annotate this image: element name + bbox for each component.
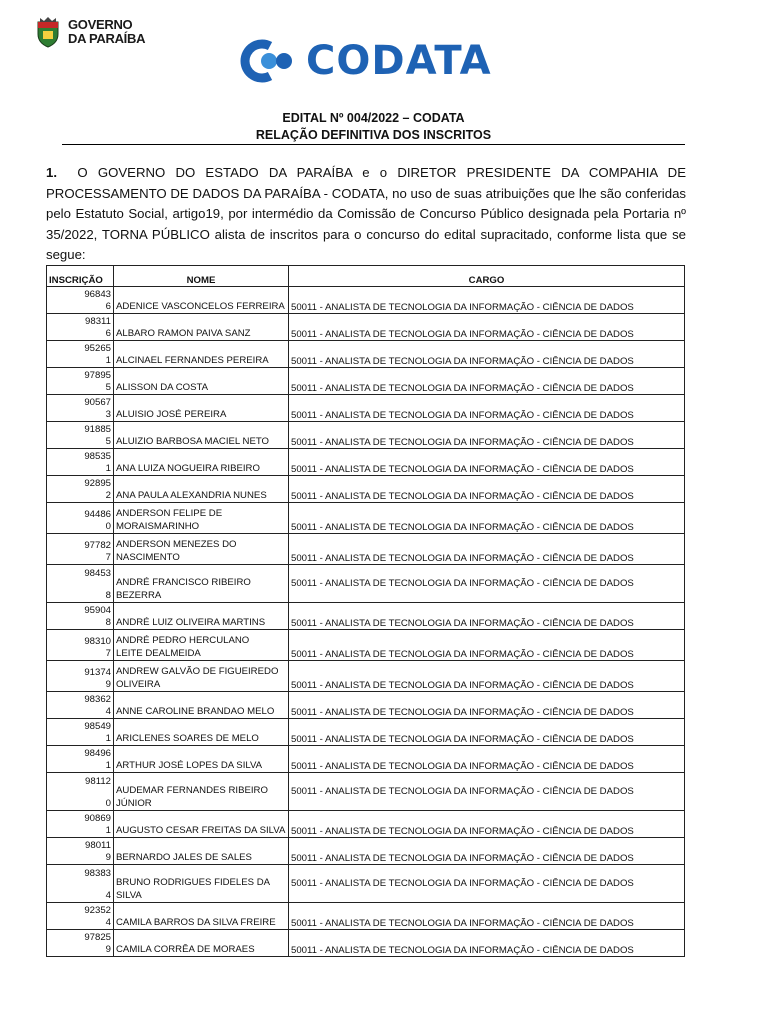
inscricao-part2: 1 — [105, 733, 111, 744]
cell-cargo: 50011 - ANALISTA DE TECNOLOGIA DA INFORMAÇÃO - CIÊNCIA DE DADOS — [289, 503, 685, 534]
nome-line2: ALUIZIO BARBOSA MACIEL NETO — [116, 435, 270, 447]
cell-cargo: 50011 - ANALISTA DE TECNOLOGIA DA INFORMAÇÃO - CIÊNCIA DE DADOS — [289, 746, 685, 773]
inscricao-part1: 98549 — [84, 721, 111, 732]
cell-nome — [114, 865, 289, 903]
nome-line1: ANDERSON MENEZES DO — [116, 539, 237, 550]
nome-line2: ANA LUIZA NOGUEIRA RIBEIRO — [116, 462, 260, 474]
table-row — [47, 719, 685, 746]
header-nome: NOME — [114, 266, 289, 287]
nome-line2: ALUISIO JOSÉ PEREIRA — [116, 408, 227, 420]
inscricao-part1: 98362 — [84, 694, 111, 705]
inscricao-part1: 90869 — [84, 813, 111, 824]
inscritos-table — [46, 265, 685, 957]
inscricao-part2: 4 — [105, 706, 111, 717]
cell-inscricao — [47, 630, 114, 661]
header-cargo: CARGO — [289, 266, 685, 287]
inscricao-part1: 98496 — [84, 748, 111, 759]
cell-nome — [114, 368, 289, 395]
table-row — [47, 341, 685, 368]
cell-inscricao — [47, 773, 114, 811]
cell-cargo: 50011 - ANALISTA DE TECNOLOGIA DA INFORMAÇÃO - CIÊNCIA DE DADOS — [289, 630, 685, 661]
cell-nome — [114, 287, 289, 314]
inscricao-part1: 92895 — [84, 478, 111, 489]
nome-line2: CAMILA CORRÊA DE MORAES — [116, 943, 255, 955]
inscricao-part2: 7 — [105, 552, 111, 563]
inscricao-part2: 0 — [105, 521, 111, 532]
cell-inscricao — [47, 503, 114, 534]
nome-line2: BERNARDO JALES DE SALES — [116, 851, 252, 863]
nome-line2: ANA PAULA ALEXANDRIA NUNES — [116, 489, 267, 501]
nome-line2: ALCINAEL FERNANDES PEREIRA — [116, 354, 269, 366]
inscricao-part1: 97895 — [84, 370, 111, 381]
inscricao-part2: 8 — [105, 590, 111, 601]
nome-line2: NASCIMENTO — [116, 551, 180, 563]
codata-wordmark: CODATA — [306, 38, 492, 84]
cell-cargo: 50011 - ANALISTA DE TECNOLOGIA DA INFORMAÇÃO - CIÊNCIA DE DADOS — [289, 903, 685, 930]
cell-inscricao — [47, 395, 114, 422]
cell-nome — [114, 811, 289, 838]
intro-number: 1. — [46, 165, 57, 180]
cell-inscricao — [47, 692, 114, 719]
nome-line2: ADENICE VASCONCELOS FERREIRA — [116, 300, 285, 312]
cell-inscricao — [47, 903, 114, 930]
cell-cargo: 50011 - ANALISTA DE TECNOLOGIA DA INFORMAÇÃO - CIÊNCIA DE DADOS — [289, 603, 685, 630]
inscricao-part2: 6 — [105, 328, 111, 339]
intro-paragraph — [46, 163, 686, 266]
inscricao-part1: 97825 — [84, 932, 111, 943]
table-row — [47, 930, 685, 957]
cell-inscricao — [47, 603, 114, 630]
inscricao-part1: 98535 — [84, 451, 111, 462]
cell-nome — [114, 692, 289, 719]
nome-line1: ANDERSON FELIPE DE — [116, 508, 223, 519]
gov-line2: DA PARAÍBA — [68, 31, 146, 46]
table-header-row — [47, 266, 685, 287]
inscricao-part1: 95265 — [84, 343, 111, 354]
nome-line2: SILVA — [116, 889, 142, 901]
cell-cargo: 50011 - ANALISTA DE TECNOLOGIA DA INFORMAÇÃO - CIÊNCIA DE DADOS — [289, 565, 685, 603]
inscricao-part2: 1 — [105, 463, 111, 474]
cell-cargo: 50011 - ANALISTA DE TECNOLOGIA DA INFORMAÇÃO - CIÊNCIA DE DADOS — [289, 719, 685, 746]
cell-cargo: 50011 - ANALISTA DE TECNOLOGIA DA INFORMAÇÃO - CIÊNCIA DE DADOS — [289, 368, 685, 395]
header-inscricao: INSCRIÇÃO — [47, 266, 114, 287]
cell-inscricao — [47, 341, 114, 368]
gov-line1: GOVERNO — [68, 17, 133, 32]
table-row — [47, 746, 685, 773]
cell-nome — [114, 773, 289, 811]
cell-cargo: 50011 - ANALISTA DE TECNOLOGIA DA INFORMAÇÃO - CIÊNCIA DE DADOS — [289, 811, 685, 838]
cell-cargo: 50011 - ANALISTA DE TECNOLOGIA DA INFORMAÇÃO - CIÊNCIA DE DADOS — [289, 865, 685, 903]
cell-nome — [114, 630, 289, 661]
inscricao-part1: 95904 — [84, 605, 111, 616]
paraiba-crest-icon — [34, 16, 62, 48]
inscricao-part2: 8 — [105, 617, 111, 628]
inscricao-part1: 90567 — [84, 397, 111, 408]
inscricao-part1: 98011 — [85, 840, 111, 851]
cell-inscricao — [47, 422, 114, 449]
cell-inscricao — [47, 476, 114, 503]
table-row — [47, 692, 685, 719]
inscricao-part2: 9 — [105, 944, 111, 955]
table-row — [47, 314, 685, 341]
inscricao-part2: 1 — [105, 825, 111, 836]
table-row — [47, 422, 685, 449]
cell-inscricao — [47, 930, 114, 957]
table-row — [47, 903, 685, 930]
inscricao-part1: 94486 — [84, 509, 111, 520]
nome-line2: CAMILA BARROS DA SILVA FREIRE — [116, 916, 276, 928]
cell-inscricao — [47, 719, 114, 746]
table-row — [47, 630, 685, 661]
cell-nome — [114, 930, 289, 957]
cell-cargo: 50011 - ANALISTA DE TECNOLOGIA DA INFORMAÇÃO - CIÊNCIA DE DADOS — [289, 314, 685, 341]
inscricao-part1: 96843 — [84, 289, 111, 300]
inscricao-part1: 92352 — [84, 905, 111, 916]
cell-cargo: 50011 - ANALISTA DE TECNOLOGIA DA INFORMAÇÃO - CIÊNCIA DE DADOS — [289, 692, 685, 719]
cell-cargo: 50011 - ANALISTA DE TECNOLOGIA DA INFORMAÇÃO - CIÊNCIA DE DADOS — [289, 838, 685, 865]
cell-inscricao — [47, 534, 114, 565]
codata-logo — [236, 38, 492, 84]
inscricao-part1: 91885 — [84, 424, 111, 435]
cell-nome — [114, 838, 289, 865]
table-row — [47, 603, 685, 630]
nome-line2: OLIVEIRA — [116, 678, 161, 690]
table-row — [47, 865, 685, 903]
cell-cargo: 50011 - ANALISTA DE TECNOLOGIA DA INFORMAÇÃO - CIÊNCIA DE DADOS — [289, 476, 685, 503]
table-row — [47, 811, 685, 838]
table-row — [47, 565, 685, 603]
inscricao-part2: 6 — [105, 301, 111, 312]
cell-inscricao — [47, 865, 114, 903]
inscricao-part2: 4 — [105, 917, 111, 928]
inscricao-part2: 5 — [105, 382, 111, 393]
intro-text: O GOVERNO DO ESTADO DA PARAÍBA e o DIRETOR PRESIDENTE DA COMPAHIA DE PROCESSAMENTO DE DADOS DA PARAÍBA - CODATA, no uso de suas atribuições que lhe são conferidas pelo Estatuto Social, artigo19, por intermédio da Comissão de Concurso Público designada pela Portaria nº 35/2022, TORNA PÚBLICO alista de inscritos para o concurso do edital supracitado, conforme lista que se segue: — [46, 165, 687, 262]
cell-cargo: 50011 - ANALISTA DE TECNOLOGIA DA INFORMAÇÃO - CIÊNCIA DE DADOS — [289, 773, 685, 811]
codata-mark-icon — [236, 38, 302, 84]
inscricao-part2: 1 — [105, 760, 111, 771]
cell-cargo: 50011 - ANALISTA DE TECNOLOGIA DA INFORMAÇÃO - CIÊNCIA DE DADOS — [289, 661, 685, 692]
nome-line2: BEZERRA — [116, 589, 162, 601]
table-row — [47, 395, 685, 422]
inscricao-part2: 1 — [105, 355, 111, 366]
cell-inscricao — [47, 746, 114, 773]
governo-paraiba-logo — [34, 16, 145, 48]
cell-nome — [114, 661, 289, 692]
governo-paraiba-wordmark — [68, 18, 145, 46]
inscricao-part2: 0 — [105, 798, 111, 809]
inscricao-part2: 5 — [105, 436, 111, 447]
inscricao-part1: 97782 — [84, 540, 111, 551]
nome-line1: ANDREW GALVÃO DE FIGUEIREDO — [116, 666, 279, 677]
nome-line2: LEITE DEALMEIDA — [116, 647, 201, 659]
nome-line2: ANDRÉ LUIZ OLIVEIRA MARTINS — [116, 616, 266, 628]
table-row — [47, 503, 685, 534]
cell-nome — [114, 314, 289, 341]
nome-line1: ANDRÉ FRANCISCO RIBEIRO — [116, 577, 251, 588]
table-row — [47, 368, 685, 395]
inscricao-part2: 9 — [105, 852, 111, 863]
cell-nome — [114, 903, 289, 930]
title-divider — [62, 144, 685, 145]
inscricao-part2: 4 — [105, 890, 111, 901]
inscricao-part1: 98383 — [84, 868, 111, 879]
edital-subtitle: RELAÇÃO DEFINITIVA DOS INSCRITOS — [255, 128, 492, 142]
table-row — [47, 449, 685, 476]
nome-line2: JÚNIOR — [116, 797, 152, 809]
nome-line2: ARTHUR JOSÉ LOPES DA SILVA — [116, 759, 263, 771]
table-row — [47, 534, 685, 565]
inscricao-part2: 3 — [105, 409, 111, 420]
cell-cargo: 50011 - ANALISTA DE TECNOLOGIA DA INFORMAÇÃO - CIÊNCIA DE DADOS — [289, 422, 685, 449]
cell-nome — [114, 395, 289, 422]
cell-nome — [114, 746, 289, 773]
cell-nome — [114, 603, 289, 630]
document-title — [62, 110, 685, 144]
cell-nome — [114, 422, 289, 449]
cell-inscricao — [47, 661, 114, 692]
cell-nome — [114, 565, 289, 603]
cell-nome — [114, 476, 289, 503]
nome-line1: AUDEMAR FERNANDES RIBEIRO — [116, 785, 268, 796]
cell-inscricao — [47, 368, 114, 395]
nome-line2: AUGUSTO CESAR FREITAS DA SILVA — [116, 824, 286, 836]
cell-cargo: 50011 - ANALISTA DE TECNOLOGIA DA INFORMAÇÃO - CIÊNCIA DE DADOS — [289, 449, 685, 476]
cell-inscricao — [47, 565, 114, 603]
cell-nome — [114, 449, 289, 476]
inscricao-part2: 7 — [105, 648, 111, 659]
inscricao-part1: 98112 — [85, 776, 111, 787]
edital-title: EDITAL Nº 004/2022 – CODATA — [282, 111, 465, 125]
cell-nome — [114, 534, 289, 565]
table-row — [47, 476, 685, 503]
nome-line2: MORAISMARINHO — [116, 520, 200, 532]
nome-line2: ALBARO RAMON PAIVA SANZ — [116, 327, 251, 339]
nome-line1: ANDRÉ PEDRO HERCULANO — [116, 635, 250, 646]
cell-cargo: 50011 - ANALISTA DE TECNOLOGIA DA INFORMAÇÃO - CIÊNCIA DE DADOS — [289, 341, 685, 368]
inscricao-part2: 9 — [105, 679, 111, 690]
cell-cargo: 50011 - ANALISTA DE TECNOLOGIA DA INFORMAÇÃO - CIÊNCIA DE DADOS — [289, 287, 685, 314]
cell-inscricao — [47, 449, 114, 476]
cell-nome — [114, 719, 289, 746]
cell-nome — [114, 503, 289, 534]
cell-inscricao — [47, 314, 114, 341]
cell-inscricao — [47, 287, 114, 314]
inscricao-part1: 98453 — [84, 568, 111, 579]
cell-cargo: 50011 - ANALISTA DE TECNOLOGIA DA INFORMAÇÃO - CIÊNCIA DE DADOS — [289, 930, 685, 957]
cell-inscricao — [47, 838, 114, 865]
table-row — [47, 661, 685, 692]
inscricao-part1: 91374 — [84, 667, 111, 678]
table-row — [47, 838, 685, 865]
nome-line1: BRUNO RODRIGUES FIDELES DA — [116, 877, 271, 888]
nome-line2: ALISSON DA COSTA — [116, 381, 209, 393]
inscricao-part1: 98311 — [85, 316, 111, 327]
nome-line2: ARICLENES SOARES DE MELO — [116, 732, 259, 744]
cell-cargo: 50011 - ANALISTA DE TECNOLOGIA DA INFORMAÇÃO - CIÊNCIA DE DADOS — [289, 534, 685, 565]
nome-line2: ANNE CAROLINE BRANDAO MELO — [116, 705, 275, 717]
inscricao-part2: 2 — [105, 490, 111, 501]
table-row — [47, 773, 685, 811]
cell-inscricao — [47, 811, 114, 838]
table-row — [47, 287, 685, 314]
cell-nome — [114, 341, 289, 368]
cell-cargo: 50011 - ANALISTA DE TECNOLOGIA DA INFORMAÇÃO - CIÊNCIA DE DADOS — [289, 395, 685, 422]
inscricao-part1: 98310 — [84, 636, 111, 647]
